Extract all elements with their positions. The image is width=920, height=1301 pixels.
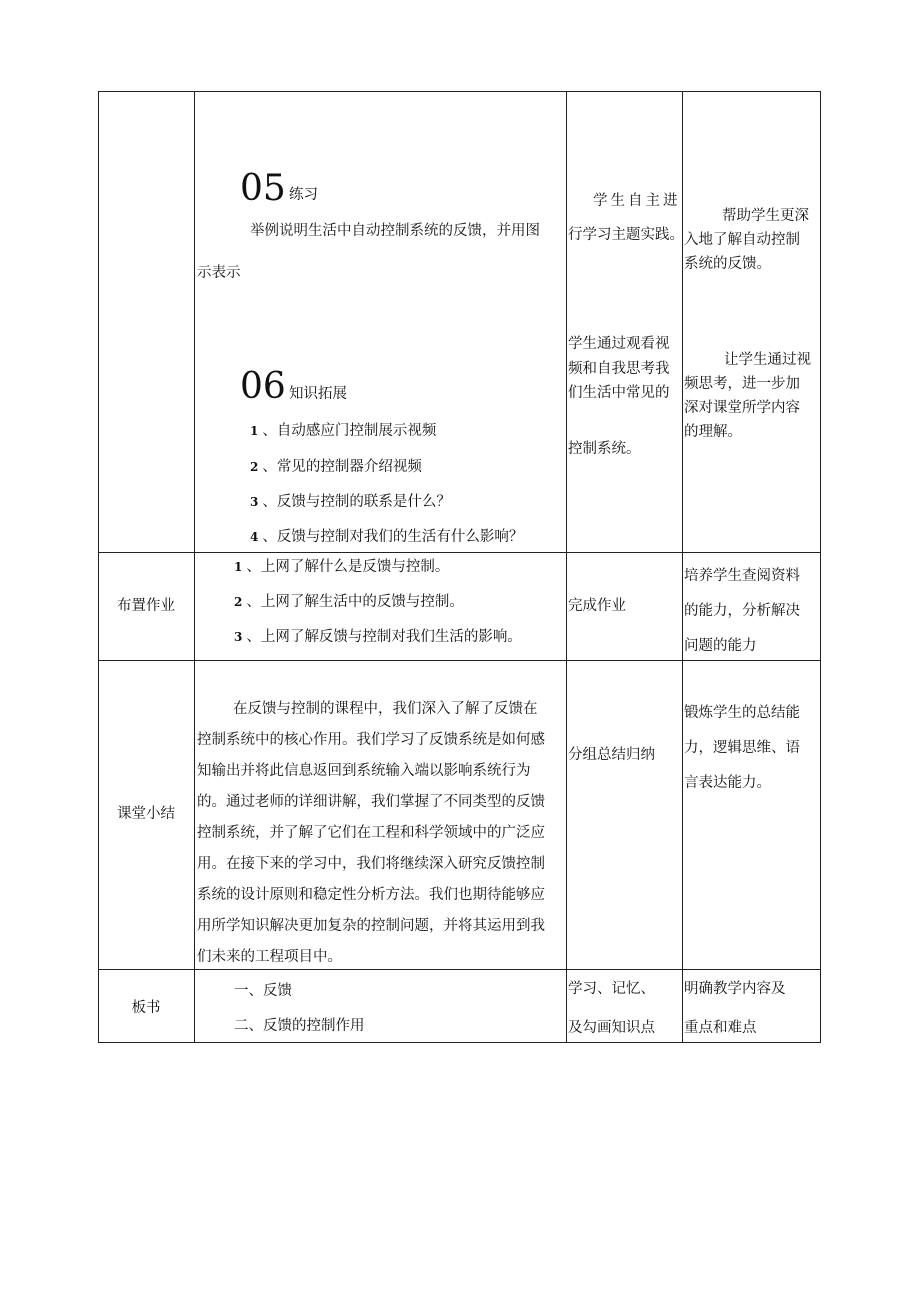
table-border-left	[98, 91, 99, 1043]
lesson-plan-table	[98, 91, 821, 1043]
summary-line: 用所学知识解决更加复杂的控制问题，并将其运用到我	[197, 918, 545, 934]
extension-purpose: 深对课堂所学内容	[684, 400, 800, 416]
homework-label: 布置作业	[117, 598, 175, 614]
practice-student-activity: 行学习主题实践。	[568, 227, 684, 243]
extension-title: 知识拓展	[289, 386, 347, 402]
summary-line: 系统的设计原则和稳定性分析方法。我们也期待能够应	[197, 887, 545, 903]
blackboard-student-activity: 学习、记忆、	[568, 981, 655, 997]
extension-student-activity: 们生活中常见的	[568, 385, 670, 401]
summary-line: 控制系统，并了解了它们在工程和科学领域中的广泛应	[197, 825, 545, 841]
practice-title: 练习	[289, 187, 318, 203]
summary-line: 的。通过老师的详细讲解，我们掌握了不同类型的反馈	[197, 794, 545, 810]
blackboard-purpose: 明确教学内容及	[684, 981, 786, 997]
summary-line: 用。在接下来的学习中，我们将继续深入研究反馈控制	[197, 856, 545, 872]
homework-item: 3 、上网了解反馈与控制对我们生活的影响。	[234, 629, 522, 645]
practice-purpose: 帮助学生更深	[722, 208, 809, 224]
blackboard-student-activity: 及勾画知识点	[568, 1020, 655, 1036]
summary-line: 控制系统中的核心作用。我们学习了反馈系统是如何感	[197, 732, 545, 748]
extension-number: 06	[240, 366, 286, 407]
table-border-top	[98, 91, 821, 92]
extension-item: 2 、常见的控制器介绍视频	[250, 459, 422, 475]
practice-purpose: 系统的反馈。	[684, 256, 771, 272]
practice-task-line: 示表示	[197, 265, 241, 281]
col-divider-1	[194, 91, 195, 1043]
extension-item: 4 、反馈与控制对我们的生活有什么影响？	[250, 529, 524, 545]
homework-item: 2 、上网了解生活中的反馈与控制。	[234, 594, 464, 610]
extension-item: 3 、反馈与控制的联系是什么？	[250, 494, 451, 510]
blackboard-purpose: 重点和难点	[684, 1020, 757, 1036]
col-divider-2	[566, 91, 567, 1043]
summary-student-activity: 分组总结归纳	[568, 747, 655, 763]
practice-task-line: 举例说明生活中自动控制系统的反馈，并用图	[250, 223, 540, 239]
practice-number: 05	[240, 168, 286, 209]
summary-line: 知输出并将此信息返回到系统输入端以影响系统行为	[197, 763, 531, 779]
extension-purpose: 频思考，进一步加	[684, 376, 800, 392]
extension-purpose: 的理解。	[684, 424, 742, 440]
summary-purpose: 锻炼学生的总结能	[684, 705, 800, 721]
homework-purpose: 问题的能力	[684, 638, 757, 654]
blackboard-item: 一、反馈	[234, 983, 292, 999]
summary-label: 课堂小结	[117, 806, 175, 822]
extension-purpose: 让学生通过视	[724, 352, 811, 368]
row-divider-3	[98, 969, 821, 970]
extension-student-activity: 学生通过观看视	[568, 336, 670, 352]
summary-purpose: 言表达能力。	[684, 775, 771, 791]
blackboard-label: 板书	[131, 1000, 161, 1016]
table-border-bottom	[98, 1042, 821, 1043]
homework-student-activity: 完成作业	[568, 598, 626, 614]
practice-purpose: 入地了解自动控制	[684, 232, 800, 248]
summary-line: 们未来的工程项目中。	[197, 949, 342, 965]
practice-student-activity: 学生自主进	[593, 193, 681, 209]
summary-purpose: 力，逻辑思维、语	[684, 740, 800, 756]
row-divider-1	[98, 552, 821, 553]
homework-purpose: 培养学生查阅资料	[684, 568, 800, 584]
homework-purpose: 的能力，分析解决	[684, 603, 800, 619]
summary-line: 在反馈与控制的课程中，我们深入了解了反馈在	[233, 701, 538, 717]
blackboard-item: 二、反馈的控制作用	[234, 1018, 365, 1034]
homework-item: 1 、上网了解什么是反馈与控制。	[234, 559, 450, 575]
table-border-right	[820, 91, 821, 1043]
row-divider-2	[98, 660, 821, 661]
extension-student-activity: 控制系统。	[568, 441, 641, 457]
extension-student-activity: 频和自我思考我	[568, 361, 670, 377]
extension-item: 1 、自动感应门控制展示视频	[250, 423, 437, 439]
